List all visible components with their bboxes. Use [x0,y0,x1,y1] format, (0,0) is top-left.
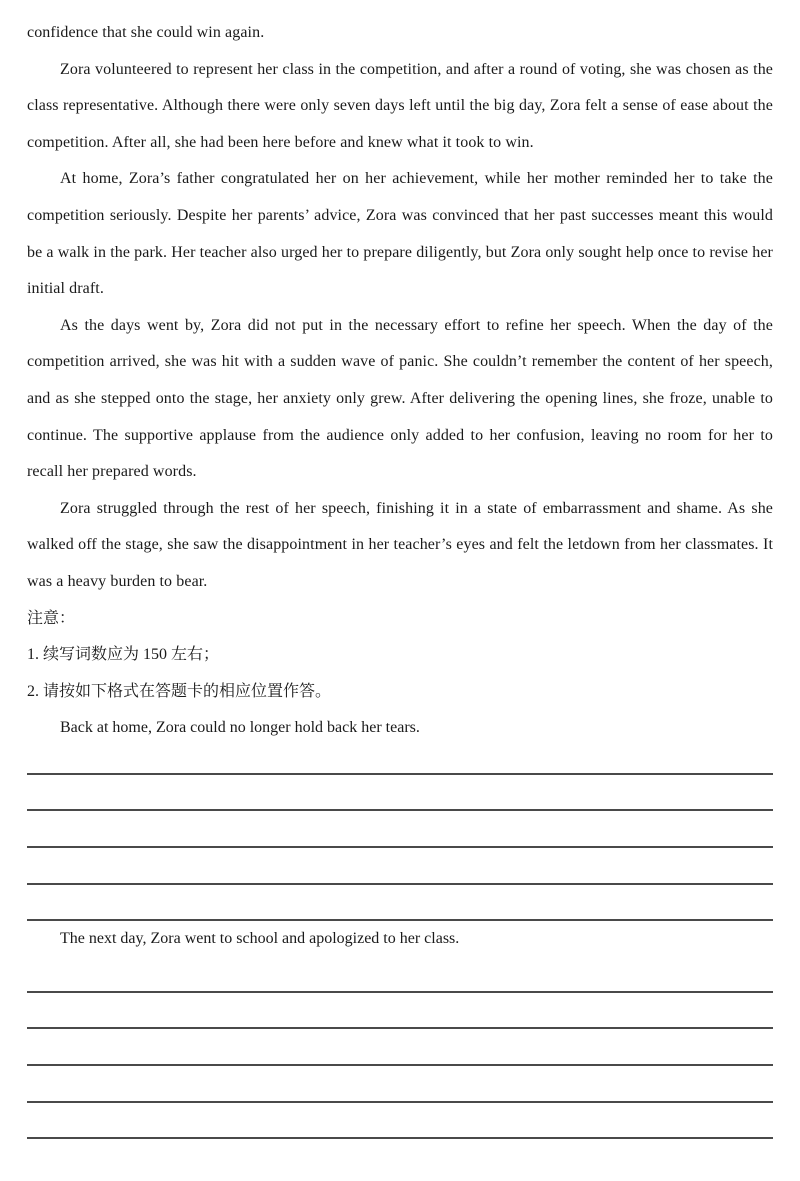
story-paragraph: Zora struggled through the rest of her speech, finishing it in a state of embarrassment and shame. As she walked off the stage, she saw the disappointment in her teacher’s eyes and felt the letdown from her classmates. It was a heavy burden to bear. [27,499,773,590]
continuation-prompt-1: Back at home, Zora could no longer hold back her tears. [60,719,420,737]
answer-line[interactable] [27,1029,773,1066]
answer-line[interactable] [27,775,773,812]
answer-line[interactable] [27,958,773,993]
answer-line[interactable] [27,1103,773,1140]
answer-line[interactable] [27,1066,773,1103]
answer-line[interactable] [27,848,773,885]
answer-lines-block-2 [27,958,773,1139]
answer-line[interactable] [27,885,773,922]
answer-lines-block-1 [27,747,773,921]
continuation-prompt-2: The next day, Zora went to school and apologized to her class. [60,930,460,948]
story-paragraph: Zora volunteered to represent her class in the competition, and after a round of voting, she was chosen as the class representative. Although there were only seven days left until the big day, Zora felt a sense of ease about the competition. After all, she had been here before and knew what it took to win. [27,60,773,151]
note-item-word-count: 1. 续写词数应为 150 左右； [27,646,220,664]
answer-line[interactable] [27,993,773,1030]
answer-line[interactable] [27,747,773,775]
answer-line[interactable] [27,811,773,848]
notes-heading: 注意： [27,609,76,627]
note-item-answer-format: 2. 请按如下格式在答题卡的相应位置作答。 [27,682,332,700]
story-paragraph-continuation: confidence that she could win again. [27,24,265,41]
story-paragraph: At home, Zora’s father congratulated her on her achievement, while her mother reminded her to take the competition seriously. Despite her parents’ advice, Zora was convinced that her past successes meant this would be a walk in the park. Her teacher also urged her to prepare diligently, but Zora only sought help once to revise her initial draft. [27,170,773,298]
story-paragraph: As the days went by, Zora did not put in the necessary effort to refine her speech. When the day of the competition arrived, she was hit with a sudden wave of panic. She couldn’t remember the content of her speech, and as she stepped onto the stage, her anxiety only grew. After delivering the opening lines, she froze, unable to continue. The supportive applause from the audience only added to her confusion, leaving no room for her to recall her prepared words. [27,316,773,481]
